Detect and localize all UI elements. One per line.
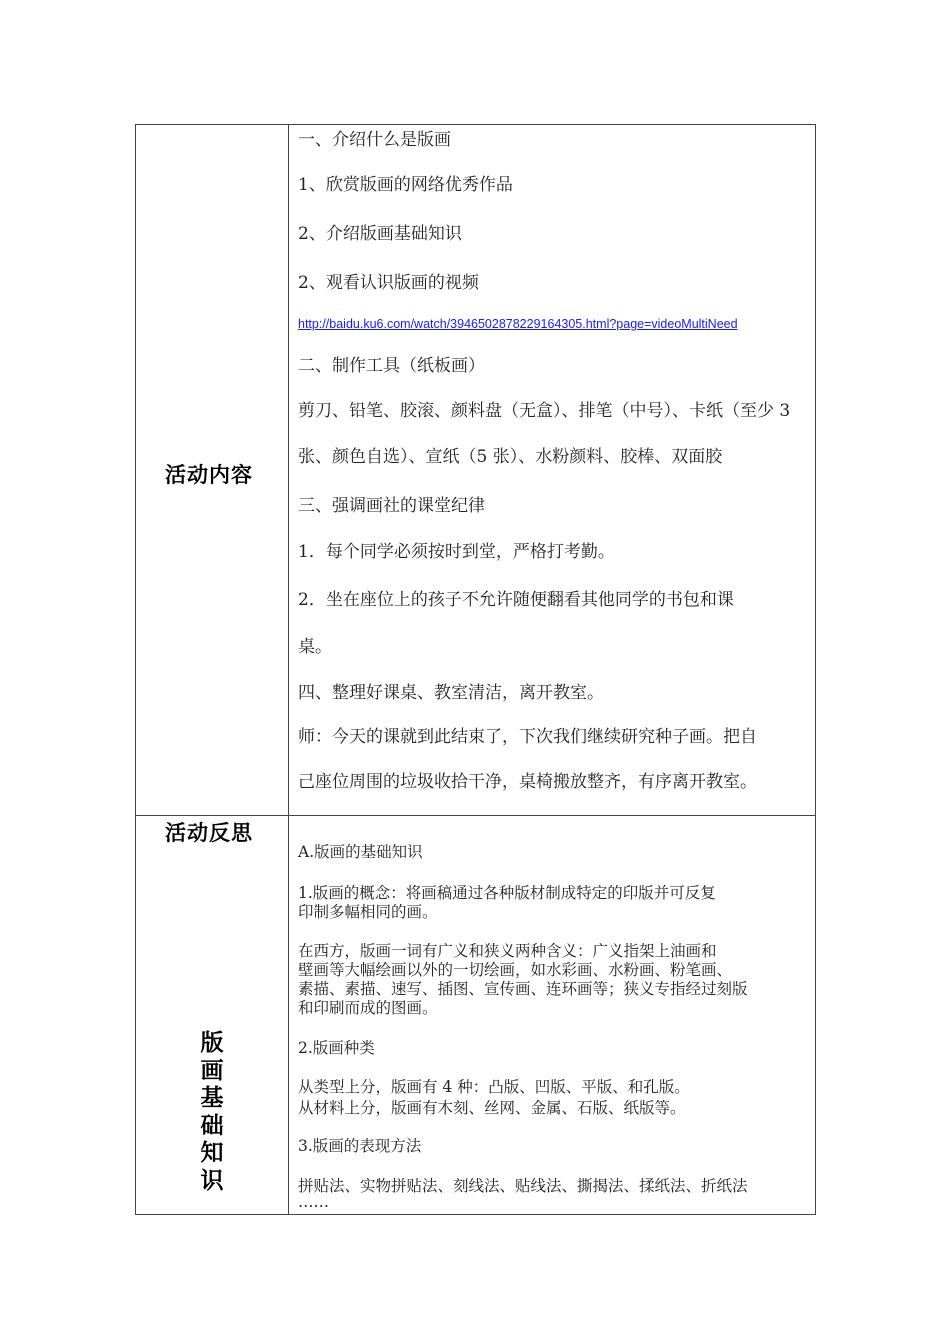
content-line: 1．每个同学必须按时到堂，严格打考勤。 [298, 542, 615, 562]
activity-content-label: 活动内容 [165, 463, 253, 487]
row-divider [136, 815, 815, 816]
content-line: 二、制作工具（纸板画） [298, 356, 485, 376]
content-line: 剪刀、铅笔、胶滚、颜料盘（无盒）、排笔（中号）、卡纸（至少 3 [298, 401, 791, 421]
content-line: 2．坐在座位上的孩子不允许随便翻看其他同学的书包和课 [298, 590, 734, 610]
content-line: 己座位周围的垃圾收拾干净，桌椅搬放整齐，有序离开教室。 [298, 772, 757, 792]
reflection-line: 从材料上分，版画有木刻、丝网、金属、石版、纸版等。 [298, 1099, 686, 1117]
reflection-line: 从类型上分，版画有 4 种：凸版、凹版、平版、和孔版。 [298, 1078, 690, 1096]
activity-table [135, 124, 816, 1215]
content-line: 师：今天的课就到此结束了，下次我们继续研究种子画。把自 [298, 727, 757, 747]
content-line: 一、介绍什么是版画 [298, 130, 451, 150]
reflection-line: A.版画的基础知识 [298, 843, 423, 861]
content-line: 桌。 [298, 637, 332, 657]
reflection-line: 2.版画种类 [298, 1039, 375, 1057]
content-line: 四、整理好课桌、教室清洁，离开教室。 [298, 683, 604, 703]
content-line: 三、强调画社的课堂纪律 [298, 496, 485, 516]
reflection-line: 印制多幅相同的画。 [298, 903, 438, 921]
reflection-line: 素描、素描、速写、插图、宣传画、连环画等；狭义专指经过刻版 [298, 980, 748, 998]
reflection-line: 3.版画的表现方法 [298, 1137, 422, 1155]
reflection-line: 和印刷而成的图画。 [298, 999, 438, 1017]
printmaking-basics-label: 版画基础知识 [200, 1030, 224, 1194]
reflection-line: 1.版画的概念：将画稿通过各种版材制成特定的印版并可反复 [298, 884, 716, 902]
video-link[interactable]: http://baidu.ku6.com/watch/3946502878229164305.html?page=videoMultiNeed [298, 317, 738, 331]
reflection-line: 在西方，版画一词有广义和狭义两种含义：广义指架上油画和 [298, 942, 717, 960]
content-line: 张、颜色自选）、宣纸（5 张）、水粉颜料、胶棒、双面胶 [298, 447, 723, 467]
activity-reflection-label: 活动反思 [165, 821, 253, 845]
reflection-line: 壁画等大幅绘画以外的一切绘画，如水彩画、水粉画、粉笔画、 [298, 961, 733, 979]
reflection-line: …… [298, 1193, 329, 1211]
content-line: 2、介绍版画基础知识 [298, 224, 462, 244]
content-line: 1、欣赏版画的网络优秀作品 [298, 175, 513, 195]
content-line: 2、观看认识版画的视频 [298, 273, 479, 293]
reflection-line: 拼贴法、实物拼贴法、刻线法、贴线法、撕揭法、揉纸法、折纸法 [298, 1177, 748, 1195]
column-divider [288, 125, 289, 1214]
